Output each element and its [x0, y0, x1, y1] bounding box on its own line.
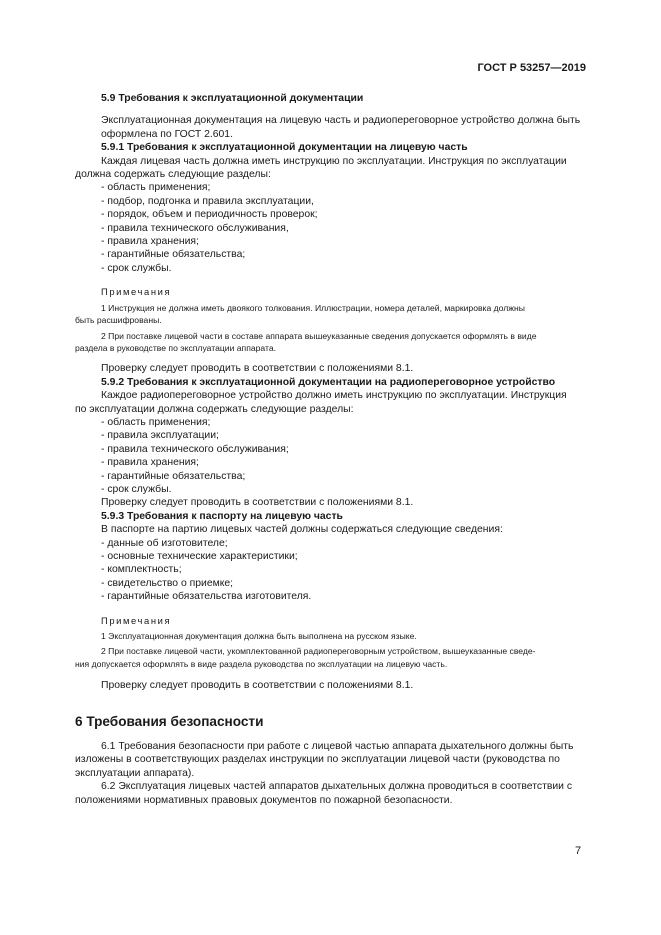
list-item: - срок службы. — [101, 262, 172, 274]
check-line: Проверку следует проводить в соответствии с положениями 8.1. — [101, 680, 414, 692]
list-item: - область применения; — [101, 182, 211, 194]
page-content — [75, 90, 586, 807]
note-line — [101, 302, 586, 314]
paragraph-line: должна содержать следующие разделы: — [75, 169, 271, 181]
note-line — [75, 342, 586, 354]
paragraph-line: оформлена по ГОСТ 2.601. — [101, 128, 233, 140]
list-item: - гарантийные обязательства; — [101, 249, 246, 261]
check-line: Проверку следует проводить в соответствии с положениями 8.1. — [101, 497, 414, 509]
list-item: - гарантийные обязательства изготовителя. — [101, 591, 312, 603]
page-number: 7 — [575, 845, 582, 857]
paragraph-line: Каждое радиопереговорное устройство должно иметь инструкцию по эксплуатации. Инструкция — [101, 390, 567, 402]
note-text: раздела в руководстве по эксплуатации аппарата. — [75, 342, 277, 353]
notes-title: Примечания — [101, 614, 172, 626]
paragraph-line: Каждая лицевая часть должна иметь инструкцию по эксплуатации. Инструкция по эксплуатации — [101, 155, 567, 167]
section-5-9-title: 5.9 Требования к эксплуатационной документации — [101, 93, 364, 104]
section-5-9-3-title: 5.9.3 Требования к паспорту на лицевую часть — [101, 510, 343, 522]
paragraph-line: В паспорте на партию лицевых частей должны содержаться следующие сведения: — [101, 524, 503, 536]
note-line: ния допускается оформлять в виде раздела руководства по эксплуатации на лицевую часть. — [75, 658, 448, 669]
list-item: - порядок, объем и периодичность проверок; — [101, 209, 318, 221]
list-item: - подбор, подгонка и правила эксплуатации, — [101, 195, 314, 207]
list-item: - срок службы. — [101, 483, 172, 495]
paragraph-line: эксплуатации аппарата). — [75, 767, 195, 779]
note-text: 1 Инструкция не должна иметь двоякого толкования. Иллюстрации, номера деталей, маркировка должны — [101, 302, 525, 313]
list-item: - правила технического обслуживания, — [101, 222, 289, 234]
paragraph-line: изложены в соответствующих разделах инструкции по эксплуатации лицевой части (руководства по — [75, 754, 560, 766]
list-item: - область применения; — [101, 416, 211, 428]
note-line — [75, 314, 586, 326]
paragraph-line: 6.2 Эксплуатация лицевых частей аппаратов дыхательных должна проводиться в соответствии с — [101, 781, 573, 793]
list-item: - правила эксплуатации; — [101, 430, 219, 442]
list-item: - свидетельство о приемке; — [101, 577, 234, 589]
list-item: - правила хранения; — [101, 236, 199, 248]
paragraph-line: Эксплуатационная документация на лицевую часть и радиопереговорное устройство должна быть — [101, 115, 581, 127]
note-line — [101, 330, 586, 342]
note-line: 2 При поставке лицевой части, укомплектованной радиопереговорным устройством, вышеуказанные сведе- — [101, 646, 536, 657]
section-5-9-1-title: 5.9.1 Требования к эксплуатационной документации на лицевую часть — [101, 142, 468, 154]
doc-code-header: ГОСТ Р 53257—2019 — [477, 62, 586, 74]
note-text: 2 При поставке лицевой части в составе аппарата вышеуказанные сведения допускается оформлять в виде — [101, 330, 537, 341]
list-item: - правила технического обслуживания; — [101, 443, 289, 455]
list-item: - комплектность; — [101, 564, 182, 576]
list-item: - основные технические характеристики; — [101, 551, 298, 562]
list-item: - данные об изготовителе; — [101, 537, 228, 549]
note-line: 1 Эксплуатационная документация должна быть выполнена на русском языке. — [101, 631, 417, 642]
section-5-9-2-title: 5.9.2 Требования к эксплуатационной документации на радиопереговорное устройство — [101, 376, 556, 388]
check-line: Проверку следует проводить в соответствии с положениями 8.1. — [101, 363, 414, 375]
paragraph-line: 6.1 Требования безопасности при работе с лицевой частью аппарата дыхательного должны быть — [101, 741, 574, 753]
section-6-title: 6 Требования безопасности — [75, 713, 264, 729]
list-item: - правила хранения; — [101, 457, 199, 469]
notes-title: Примечания — [101, 286, 172, 298]
list-item: - гарантийные обязательства; — [101, 470, 246, 482]
paragraph-line: по эксплуатации должна содержать следующие разделы: — [75, 403, 354, 415]
paragraph-line: положениями нормативных правовых документов по пожарной безопасности. — [75, 794, 453, 806]
note-text: быть расшифрованы. — [75, 315, 162, 326]
